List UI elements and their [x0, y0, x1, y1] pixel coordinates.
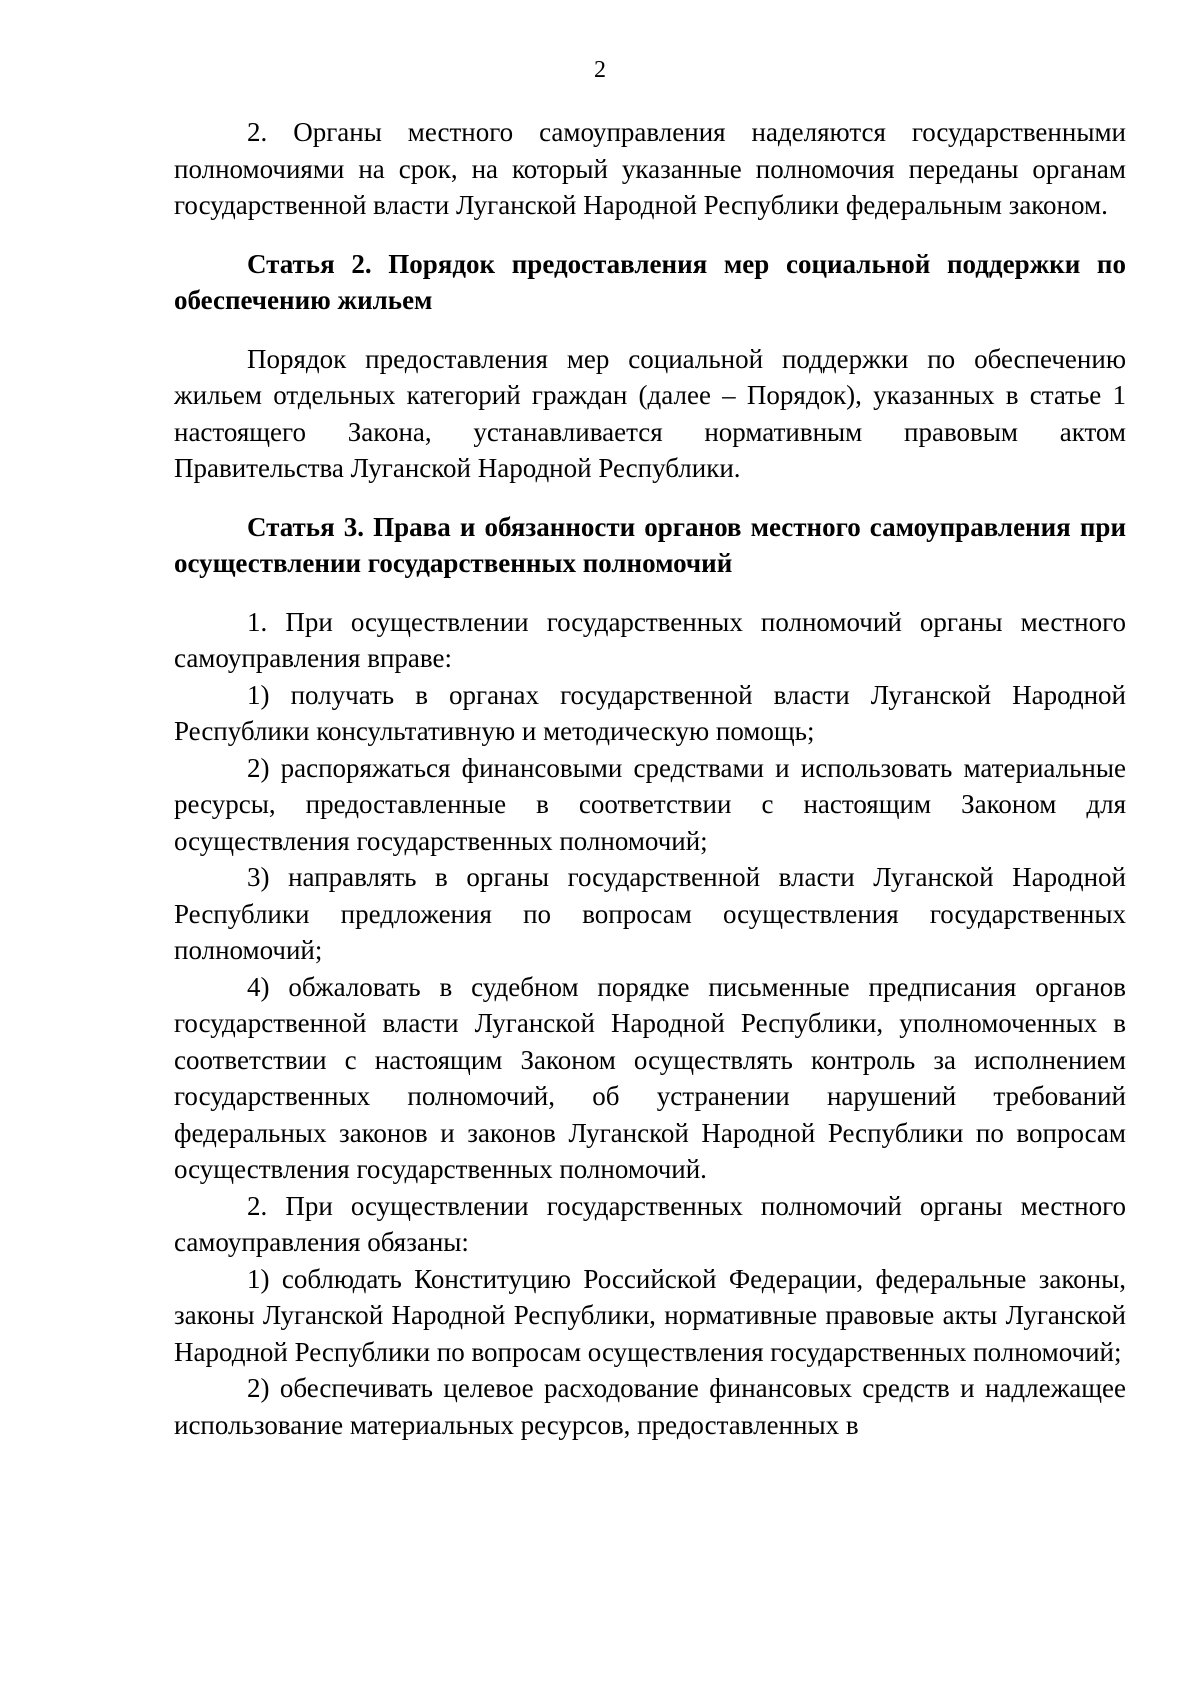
page-number: 2: [594, 57, 606, 83]
article3-part1-item-3: 3) направлять в органы государственной власти Луганской Народной Республики предложения по вопросам осуществления государственных полномочий;: [174, 862, 1126, 965]
article3-part2-item-2: 2) обеспечивать целевое расходование финансовых средств и надлежащее использование материальных ресурсов, предоставленных в: [174, 1373, 1126, 1440]
article3-part1-item-4: 4) обжаловать в судебном порядке письменные предписания органов государственной власти Луганской Народной Республики, уполномоченных в соответствии с настоящим Законом осуществлять контроль за исполнением государственных полномочий, об устранении нарушений требований федеральных законов и законов Луганской Народной Республики по вопросам осуществления государственных полномочий.: [174, 971, 1126, 1184]
article3-part1-item-1: 1) получать в органах государственной власти Луганской Народной Республики консультативную и методическую помощь;: [174, 679, 1126, 746]
article1-paragraph-2: 2. Органы местного самоуправления наделяются государственными полномочиями на срок, на который указанные полномочия переданы органам государственной власти Луганской Народной Республики федеральным законом.: [174, 117, 1126, 220]
article2-title: Статья 2. Порядок предоставления мер социальной поддержки по обеспечению жильем: [174, 248, 1126, 315]
article3-part1-item-2: 2) распоряжаться финансовыми средствами и использовать материальные ресурсы, предоставленные в соответствии с настоящим Законом для осуществления государственных полномочий;: [174, 752, 1126, 856]
article2-text: Порядок предоставления мер социальной поддержки по обеспечению жильем отдельных категорий граждан (далее – Порядок), указанных в статье 1 настоящего Закона, устанавливается нормативным правовым актом Правительства Луганской Народной Республики.: [174, 343, 1126, 483]
document-body: [174, 114, 1126, 1443]
article3-part1-intro: 1. При осуществлении государственных полномочий органы местного самоуправления вправе:: [174, 606, 1126, 673]
article3-part2-intro: 2. При осуществлении государственных полномочий органы местного самоуправления обязаны:: [174, 1190, 1126, 1257]
article3-title: Статья 3. Права и обязанности органов местного самоуправления при осуществлении государственных полномочий: [174, 511, 1126, 578]
article3-part2-item-1: 1) соблюдать Конституцию Российской Федерации, федеральные законы, законы Луганской Народной Республики, нормативные правовые акты Луганской Народной Республики по вопросам осуществления государственных полномочий;: [174, 1263, 1126, 1367]
